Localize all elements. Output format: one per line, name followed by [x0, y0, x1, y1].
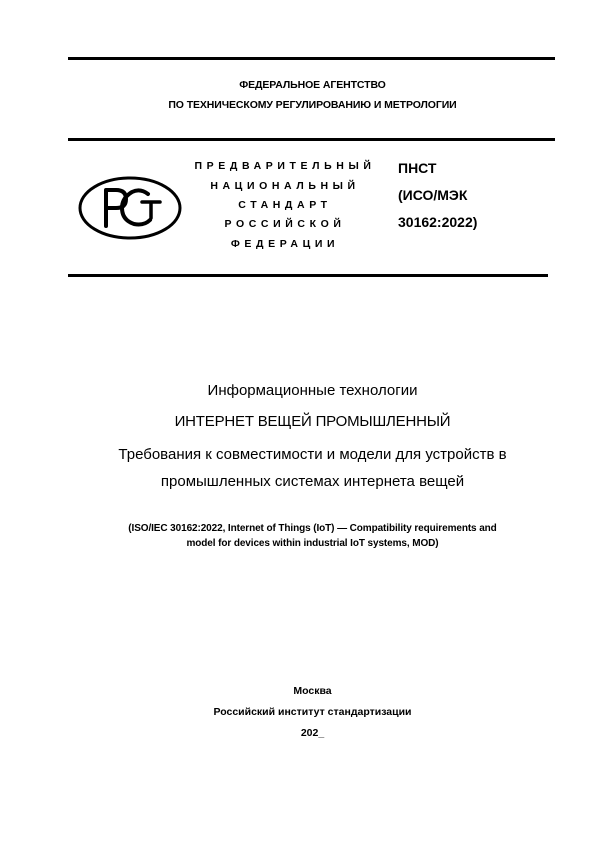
international-reference-line-2: model for devices within industrial IoT systems, MOD): [186, 538, 439, 549]
agency-divider-rule: [68, 138, 555, 141]
header-divider-rule: [68, 274, 548, 277]
standard-type-line-4: РОССИЙСКОЙ: [224, 218, 346, 230]
designation-line-2: (ИСО/МЭК: [398, 187, 468, 203]
standard-type-line-5: ФЕДЕРАЦИИ: [230, 238, 340, 250]
title-requirements-line-1: Требования к совместимости и модели для устройств в: [118, 446, 507, 463]
international-reference-line-1: (ISO/IEC 30162:2022, Internet of Things (IoT) — Compatibility requirements and: [128, 523, 497, 534]
standard-type-line-2: НАЦИОНАЛЬНЫЙ: [210, 180, 360, 192]
agency-line-1: ФЕДЕРАЛЬНОЕ АГЕНТСТВО: [239, 79, 386, 91]
designation-line-1: ПНСТ: [398, 160, 437, 176]
imprint-city: Москва: [293, 685, 332, 697]
top-rule: [68, 57, 555, 60]
standard-type-line-1: ПРЕДВАРИТЕЛЬНЫЙ: [194, 160, 376, 172]
designation-line-3: 30162:2022): [398, 214, 478, 230]
title-subject: Информационные технологии: [207, 382, 418, 399]
gost-r-certification-mark-icon: [78, 176, 182, 240]
title-requirements-line-2: промышленных системах интернета вещей: [160, 473, 465, 490]
imprint-publisher: Российский институт стандартизации: [213, 706, 412, 718]
agency-line-2: ПО ТЕХНИЧЕСКОМУ РЕГУЛИРОВАНИЮ И МЕТРОЛОГИИ: [168, 99, 457, 111]
imprint-year: 202_: [300, 727, 325, 739]
standard-type-line-3: СТАНДАРТ: [238, 199, 332, 211]
title-main-caps: ИНТЕРНЕТ ВЕЩЕЙ ПРОМЫШЛЕННЫЙ: [174, 413, 451, 430]
